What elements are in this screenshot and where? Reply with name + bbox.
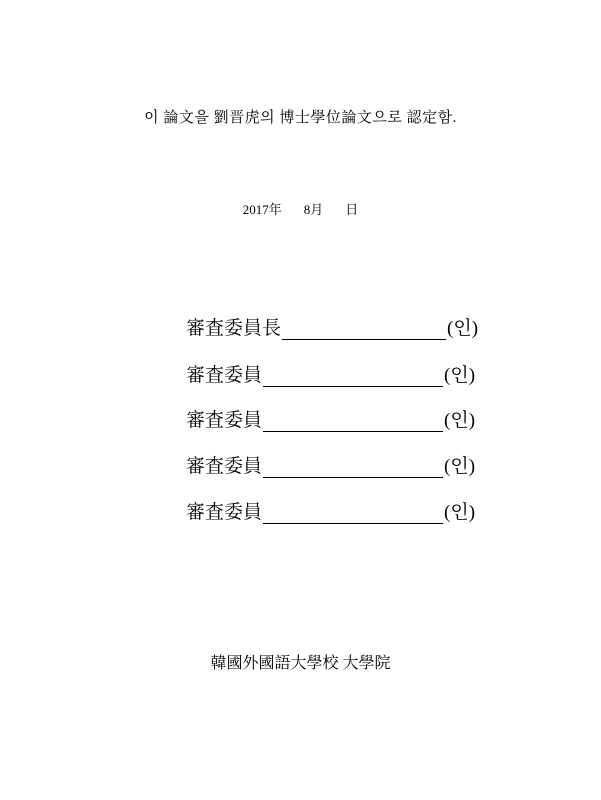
approval-date <box>0 199 601 218</box>
institution-name: 韓國外國語大學校 大學院 <box>210 655 391 672</box>
signature-row-member-3 <box>186 456 475 478</box>
seal-mark: (인) <box>444 410 476 431</box>
committee-member-title: 審査委員 <box>186 365 263 386</box>
date-month: 8月 <box>303 202 324 217</box>
seal-mark: (인) <box>447 318 479 339</box>
signature-row-member-2 <box>186 410 475 432</box>
signature-row-member-1 <box>186 365 475 387</box>
committee-member-title: 審査委員 <box>186 410 263 431</box>
committee-chair-title: 審査委員長 <box>186 318 282 339</box>
date-year: 2017年 <box>242 202 282 217</box>
seal-mark: (인) <box>444 502 476 523</box>
committee-member-title: 審査委員 <box>186 502 263 523</box>
signature-line <box>263 413 443 432</box>
seal-mark: (인) <box>444 365 476 386</box>
signature-row-member-4 <box>186 502 475 524</box>
signature-line <box>263 368 443 387</box>
committee-member-title: 審査委員 <box>186 456 263 477</box>
signature-row-chair <box>186 318 478 340</box>
signature-line <box>263 459 443 478</box>
signature-line <box>263 505 443 524</box>
date-day: 日 <box>345 202 359 217</box>
certification-statement: 이 論文을 劉晋虎의 博士學位論文으로 認定함. <box>144 110 457 126</box>
signature-line <box>282 321 446 340</box>
seal-mark: (인) <box>444 456 476 477</box>
